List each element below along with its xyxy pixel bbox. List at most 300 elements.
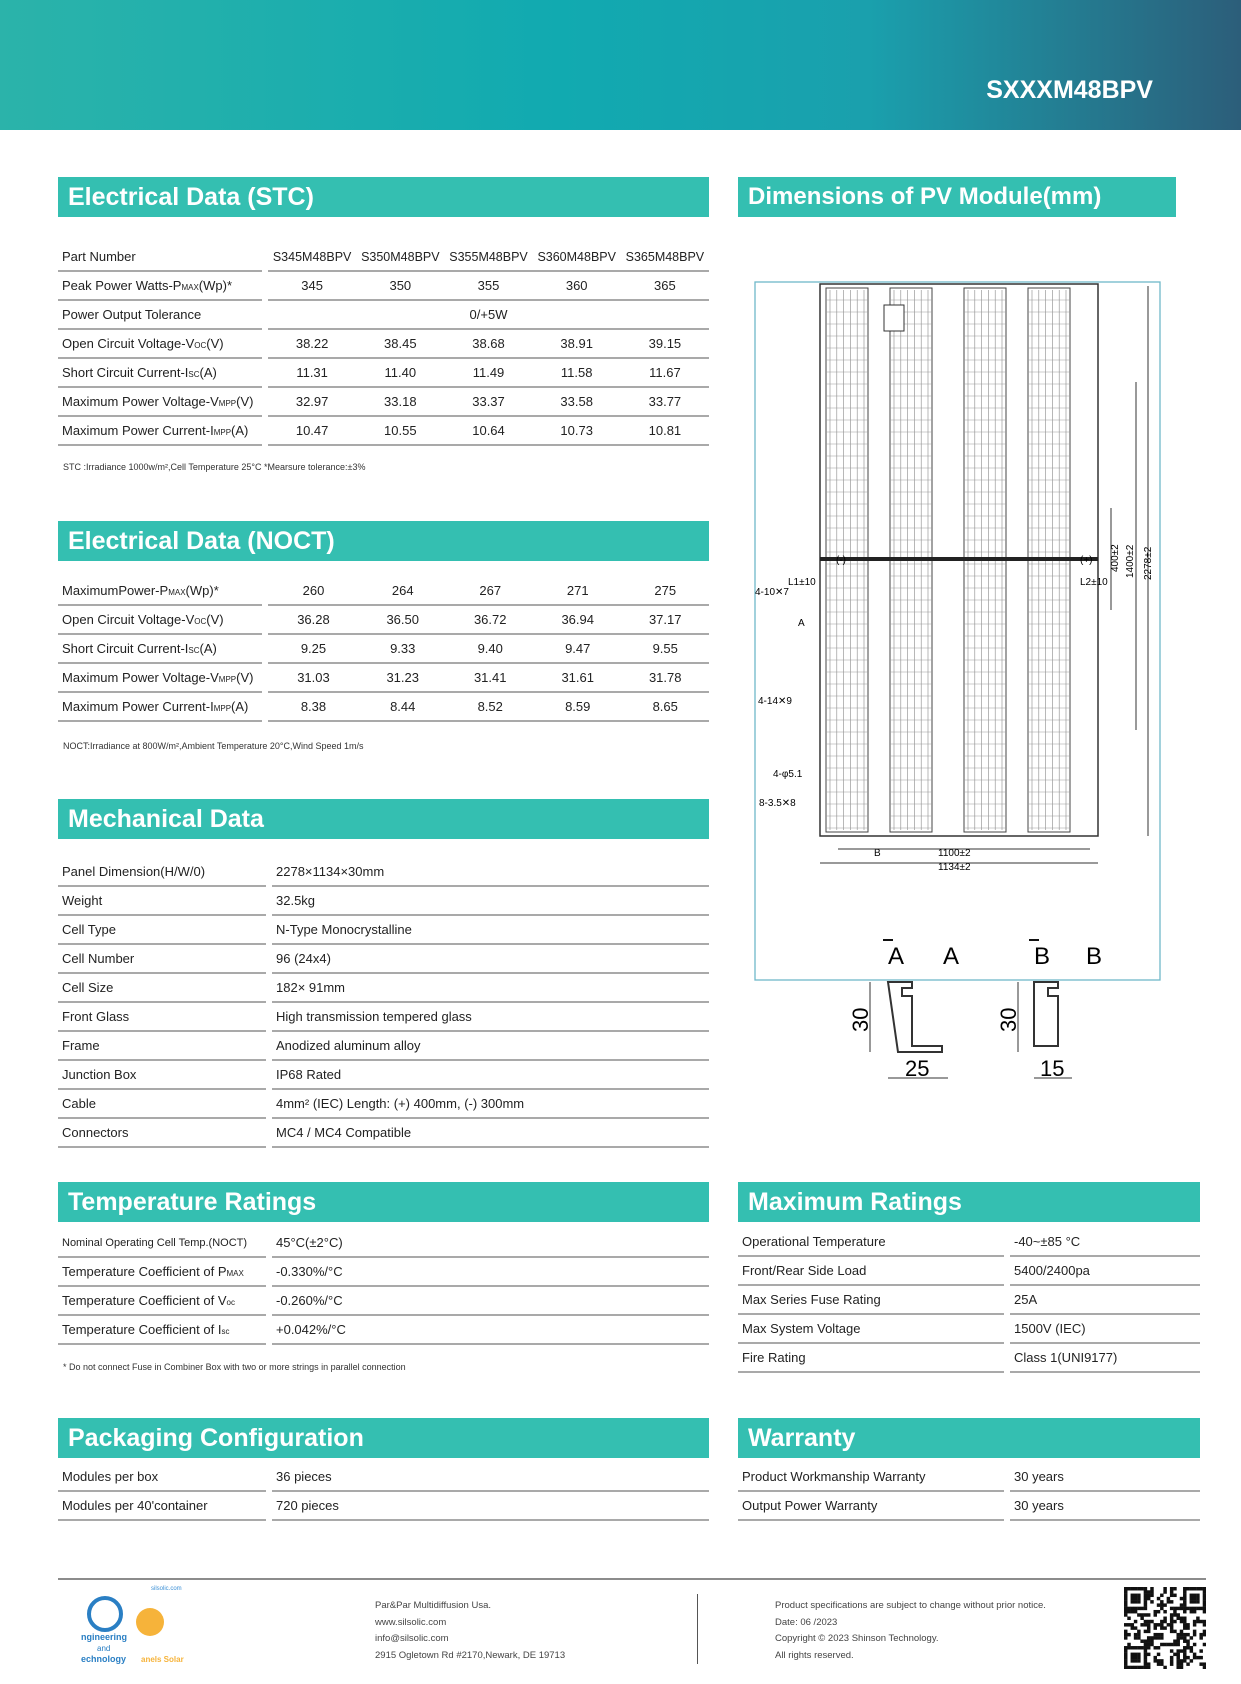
qr-module [1124, 1633, 1127, 1636]
footer-divider [58, 1578, 1206, 1580]
qr-module [1127, 1587, 1130, 1590]
height-label-3: 2278±2 [1143, 546, 1154, 580]
qr-module [1167, 1597, 1170, 1600]
qr-module [1144, 1656, 1147, 1659]
table-row [58, 1286, 709, 1315]
qr-module [1190, 1659, 1193, 1662]
holes-label-3: 4-φ5.1 [773, 769, 803, 780]
table-cell: 11.49 [444, 358, 532, 387]
qr-module [1203, 1597, 1206, 1600]
logo-line1: ngineering [81, 1632, 128, 1642]
qr-module [1186, 1656, 1189, 1659]
qr-module [1150, 1620, 1153, 1623]
qr-module [1170, 1630, 1173, 1633]
row-label: Weight [58, 886, 269, 915]
table-row [58, 300, 709, 329]
qr-module [1193, 1610, 1196, 1613]
qr-module [1176, 1662, 1179, 1665]
row-value: 4mm² (IEC) Length: (+) 400mm, (-) 300mm [269, 1089, 709, 1118]
qr-module [1190, 1636, 1193, 1639]
row-label: Cell Number [58, 944, 269, 973]
stc-table [58, 243, 709, 446]
row-label: Front Glass [58, 1002, 269, 1031]
table-row [58, 416, 709, 445]
qr-module [1140, 1617, 1143, 1620]
qr-module [1193, 1597, 1196, 1600]
table-row [58, 387, 709, 416]
qr-module [1140, 1666, 1143, 1669]
qr-module [1160, 1636, 1163, 1639]
table-row [58, 1118, 709, 1147]
table-row [58, 1229, 709, 1257]
row-label: Nominal Operating Cell Temp.(NOCT) [58, 1229, 269, 1257]
voc-label: Open Circuit Voltage-VOC(V) [58, 605, 265, 634]
qr-module [1137, 1597, 1140, 1600]
qr-module [1170, 1659, 1173, 1662]
model-name: SXXXM48BPV [986, 76, 1153, 104]
row-label: Operational Temperature [738, 1228, 1007, 1256]
table-cell: 9.47 [534, 634, 622, 663]
qr-module [1124, 1646, 1127, 1649]
qr-module [1124, 1603, 1127, 1606]
profile-b-name: B [1086, 943, 1103, 970]
qr-module [1173, 1613, 1176, 1616]
logo-line2: and [97, 1644, 111, 1653]
qr-module [1176, 1617, 1179, 1620]
qr-module [1134, 1610, 1137, 1613]
qr-module [1160, 1662, 1163, 1665]
qr-module [1176, 1607, 1179, 1610]
qr-module [1147, 1623, 1150, 1626]
qr-module [1180, 1636, 1183, 1639]
table-cell: 365 [621, 271, 709, 300]
temperature-table [58, 1229, 709, 1345]
qr-module [1144, 1630, 1147, 1633]
qr-module [1124, 1610, 1127, 1613]
qr-module [1203, 1600, 1206, 1603]
qr-module [1163, 1666, 1166, 1669]
qr-module [1203, 1643, 1206, 1646]
table-cell: 9.25 [265, 634, 359, 663]
qr-module [1180, 1607, 1183, 1610]
footer-separator [697, 1594, 698, 1664]
qr-module [1170, 1620, 1173, 1623]
qr-module [1134, 1633, 1137, 1636]
isc-label: Short Circuit Current-ISC(A) [58, 358, 265, 387]
qr-module [1190, 1587, 1193, 1590]
table-cell: 8.44 [359, 692, 447, 721]
row-label: Max System Voltage [738, 1314, 1007, 1343]
qr-module [1147, 1662, 1150, 1665]
qr-module [1183, 1607, 1186, 1610]
qr-module [1193, 1623, 1196, 1626]
qr-module [1154, 1623, 1157, 1626]
voc-label: Open Circuit Voltage-VOC(V) [58, 329, 265, 358]
qr-module [1134, 1656, 1137, 1659]
table-cell: 10.64 [444, 416, 532, 445]
qr-module [1150, 1594, 1153, 1597]
qr-module [1193, 1594, 1196, 1597]
table-row [58, 1031, 709, 1060]
qr-module [1180, 1620, 1183, 1623]
qr-module [1147, 1653, 1150, 1656]
qr-module [1137, 1636, 1140, 1639]
part-number: S365M48BPV [621, 243, 709, 271]
qr-module [1124, 1613, 1127, 1616]
qr-module [1176, 1653, 1179, 1656]
holes-label-1: 4-10✕7 [755, 587, 789, 598]
dimensions-section-title: Dimensions of PV Module(mm) [738, 177, 1176, 217]
table-cell: 33.18 [356, 387, 444, 416]
table-row [58, 1002, 709, 1031]
qr-module [1147, 1594, 1150, 1597]
table-cell: 33.77 [621, 387, 709, 416]
qr-module [1134, 1659, 1137, 1662]
qr-module [1147, 1666, 1150, 1669]
qr-module [1124, 1636, 1127, 1639]
qr-module [1193, 1620, 1196, 1623]
qr-module [1199, 1620, 1202, 1623]
qr-module [1137, 1587, 1140, 1590]
qr-module [1144, 1590, 1147, 1593]
qr-module [1134, 1597, 1137, 1600]
qr-module [1140, 1587, 1143, 1590]
row-value: IP68 Rated [269, 1060, 709, 1089]
qr-module [1196, 1597, 1199, 1600]
qr-module [1147, 1620, 1150, 1623]
qr-module [1131, 1607, 1134, 1610]
qr-module [1199, 1656, 1202, 1659]
table-cell: 36.72 [446, 605, 534, 634]
holes-label-4: 8-3.5✕8 [759, 798, 796, 809]
qr-module [1163, 1587, 1166, 1590]
table-row [58, 358, 709, 387]
profile-a-shape [888, 982, 942, 1052]
qr-module [1134, 1666, 1137, 1669]
table-row [58, 944, 709, 973]
qr-module [1170, 1590, 1173, 1593]
qr-module [1186, 1646, 1189, 1649]
qr-module [1196, 1620, 1199, 1623]
table-cell: 9.33 [359, 634, 447, 663]
table-cell: 11.40 [356, 358, 444, 387]
qr-module [1124, 1656, 1127, 1659]
table-cell: 36.94 [534, 605, 622, 634]
row-value: 96 (24x4) [269, 944, 709, 973]
qr-module [1180, 1630, 1183, 1633]
qr-module [1157, 1659, 1160, 1662]
qr-module [1131, 1594, 1134, 1597]
logo-line4: anels Solar [141, 1655, 184, 1664]
qr-module [1163, 1590, 1166, 1593]
qr-module [1147, 1613, 1150, 1616]
row-label: Connectors [58, 1118, 269, 1147]
qr-module [1186, 1662, 1189, 1665]
qr-module [1154, 1636, 1157, 1639]
qr-module [1144, 1639, 1147, 1642]
qr-module [1124, 1594, 1127, 1597]
qr-module [1183, 1623, 1186, 1626]
table-row [58, 605, 709, 634]
qr-module [1203, 1633, 1206, 1636]
table-cell: 33.58 [533, 387, 621, 416]
qr-module [1186, 1623, 1189, 1626]
width-label-1: 1100±2 [938, 848, 971, 859]
qr-module [1183, 1633, 1186, 1636]
qr-module [1193, 1630, 1196, 1633]
qr-module [1147, 1626, 1150, 1629]
qr-module [1147, 1597, 1150, 1600]
qr-module [1147, 1639, 1150, 1642]
table-cell: 345 [265, 271, 356, 300]
qr-module [1140, 1639, 1143, 1642]
qr-module [1160, 1643, 1163, 1646]
company-website[interactable]: www.silsolic.com [375, 1616, 447, 1628]
table-cell: 11.31 [265, 358, 356, 387]
qr-module [1131, 1610, 1134, 1613]
qr-module [1127, 1623, 1130, 1626]
row-value: 2278×1134×30mm [269, 858, 709, 886]
qr-module [1137, 1646, 1140, 1649]
table-row [738, 1285, 1200, 1314]
table-row [58, 973, 709, 1002]
part-number: S360M48BPV [533, 243, 621, 271]
qr-module [1131, 1666, 1134, 1669]
qr-module [1127, 1646, 1130, 1649]
width-label-2: 1134±2 [938, 862, 971, 873]
table-cell: 32.97 [265, 387, 356, 416]
qr-module [1154, 1626, 1157, 1629]
qr-module [1183, 1649, 1186, 1652]
qr-module [1131, 1587, 1134, 1590]
table-cell: 38.68 [444, 329, 532, 358]
qr-module [1176, 1643, 1179, 1646]
row-label: Frame [58, 1031, 269, 1060]
qr-module [1150, 1639, 1153, 1642]
qr-module [1160, 1594, 1163, 1597]
table-cell: 260 [265, 577, 359, 605]
maximum-table [738, 1228, 1200, 1373]
table-row [58, 329, 709, 358]
qr-module [1183, 1617, 1186, 1620]
qr-module [1140, 1646, 1143, 1649]
profile-a-title: A [888, 943, 905, 970]
qr-module [1131, 1600, 1134, 1603]
l2-label: L2±10 [1080, 577, 1108, 588]
qr-module [1196, 1587, 1199, 1590]
part-number: S345M48BPV [265, 243, 356, 271]
profile-a-height: 30 [848, 1007, 873, 1032]
qr-module [1131, 1659, 1134, 1662]
qr-module [1203, 1630, 1206, 1633]
drawing-frame [755, 282, 1160, 980]
qr-module [1167, 1623, 1170, 1626]
qr-module [1124, 1662, 1127, 1665]
qr-module [1176, 1656, 1179, 1659]
profile-a-name: A [943, 943, 960, 970]
table-cell: 33.37 [444, 387, 532, 416]
qr-module [1183, 1653, 1186, 1656]
qr-module [1176, 1649, 1179, 1652]
qr-module [1180, 1666, 1183, 1669]
holes-label-2: 4-14✕9 [758, 696, 792, 707]
qr-module [1160, 1659, 1163, 1662]
qr-module [1180, 1597, 1183, 1600]
table-row [58, 915, 709, 944]
qr-module [1186, 1643, 1189, 1646]
warranty-table [738, 1463, 1200, 1521]
qr-module [1127, 1610, 1130, 1613]
row-value: 1500V (IEC) [1007, 1314, 1200, 1343]
qr-module [1157, 1597, 1160, 1600]
qr-module [1183, 1639, 1186, 1642]
table-row [58, 663, 709, 692]
isc-label: Short Circuit Current-ISC(A) [58, 634, 265, 663]
qr-module [1154, 1659, 1157, 1662]
stc-section-title: Electrical Data (STC) [58, 177, 709, 217]
qr-module [1140, 1623, 1143, 1626]
qr-module [1137, 1613, 1140, 1616]
qr-module [1137, 1633, 1140, 1636]
qr-module [1124, 1623, 1127, 1626]
qr-module [1203, 1590, 1206, 1593]
qr-module [1170, 1617, 1173, 1620]
qr-module [1180, 1662, 1183, 1665]
table-row [738, 1228, 1200, 1256]
qr-module [1190, 1646, 1193, 1649]
qr-module [1137, 1666, 1140, 1669]
qr-module [1134, 1620, 1137, 1623]
warranty-section-title: Warranty [738, 1418, 1200, 1458]
row-value: +0.042%/°C [269, 1315, 709, 1344]
qr-module [1196, 1617, 1199, 1620]
table-row [738, 1314, 1200, 1343]
company-contact [375, 1598, 565, 1664]
qr-module [1124, 1666, 1127, 1669]
table-cell: 31.03 [265, 663, 359, 692]
qr-module [1147, 1643, 1150, 1646]
qr-module [1131, 1623, 1134, 1626]
table-row [58, 692, 709, 721]
qr-module [1137, 1659, 1140, 1662]
noct-table [58, 577, 709, 722]
qr-module [1131, 1646, 1134, 1649]
qr-module [1124, 1649, 1127, 1652]
qr-module [1137, 1607, 1140, 1610]
qr-module [1137, 1630, 1140, 1633]
qr-module [1190, 1607, 1193, 1610]
qr-module [1186, 1587, 1189, 1590]
qr-code-icon [1124, 1587, 1206, 1669]
qr-module [1186, 1639, 1189, 1642]
qr-module [1170, 1600, 1173, 1603]
qr-module [1173, 1587, 1176, 1590]
qr-module [1127, 1643, 1130, 1646]
qr-module [1203, 1666, 1206, 1669]
table-cell: 37.17 [621, 605, 709, 634]
row-value: 5400/2400pa [1007, 1256, 1200, 1285]
notice-date: Date: 06 /2023 [775, 1616, 838, 1628]
qr-module [1131, 1656, 1134, 1659]
row-value: -40~±85 °C [1007, 1228, 1200, 1256]
qr-module [1173, 1639, 1176, 1642]
qr-module [1127, 1617, 1130, 1620]
logo-line3: echnology [81, 1654, 127, 1664]
table-cell: 275 [621, 577, 709, 605]
tolerance-value: 0/+5W [265, 300, 709, 329]
qr-module [1190, 1649, 1193, 1652]
qr-module [1134, 1607, 1137, 1610]
qr-module [1124, 1587, 1127, 1590]
qr-module [1134, 1646, 1137, 1649]
table-cell: 36.28 [265, 605, 359, 634]
l1-label: L1±10 [788, 577, 816, 588]
table-row [58, 634, 709, 663]
height-label-1: 400±2 [1110, 544, 1121, 572]
qr-module [1186, 1626, 1189, 1629]
qr-module [1157, 1610, 1160, 1613]
qr-module [1190, 1594, 1193, 1597]
qr-module [1150, 1600, 1153, 1603]
qr-module [1176, 1659, 1179, 1662]
table-cell: 31.61 [534, 663, 622, 692]
qr-module [1140, 1607, 1143, 1610]
qr-module [1193, 1607, 1196, 1610]
qr-module [1196, 1607, 1199, 1610]
qr-module [1173, 1594, 1176, 1597]
qr-module [1170, 1662, 1173, 1665]
impp-label: Maximum Power Current-IMPP(A) [58, 416, 265, 445]
table-cell: 350 [356, 271, 444, 300]
qr-module [1160, 1620, 1163, 1623]
table-row [58, 577, 709, 605]
table-row [58, 1463, 709, 1491]
qr-module [1134, 1636, 1137, 1639]
qr-module [1154, 1613, 1157, 1616]
qr-module [1134, 1653, 1137, 1656]
qr-module [1124, 1597, 1127, 1600]
table-cell: 36.50 [359, 605, 447, 634]
qr-module [1183, 1594, 1186, 1597]
qr-module [1144, 1587, 1147, 1590]
part-number-label: Part Number [58, 243, 265, 271]
qr-module [1140, 1613, 1143, 1616]
row-value: 30 years [1007, 1491, 1200, 1520]
qr-module [1183, 1626, 1186, 1629]
company-email[interactable]: info@silsolic.com [375, 1633, 449, 1644]
qr-module [1193, 1600, 1196, 1603]
qr-module [1127, 1633, 1130, 1636]
table-cell: 360 [533, 271, 621, 300]
mechanical-section-title: Mechanical Data [58, 799, 709, 839]
noct-note: NOCT:Irradiance at 800W/m²,Ambient Temperature 20°C,Wind Speed 1m/s [63, 741, 364, 751]
qr-module [1167, 1600, 1170, 1603]
qr-module [1203, 1620, 1206, 1623]
qr-module [1157, 1603, 1160, 1606]
qr-module [1124, 1590, 1127, 1593]
qr-module [1160, 1633, 1163, 1636]
table-row [738, 1463, 1200, 1491]
qr-module [1170, 1656, 1173, 1659]
qr-module [1196, 1600, 1199, 1603]
table-cell: 10.47 [265, 416, 356, 445]
table-cell: 10.55 [356, 416, 444, 445]
row-label: Cell Type [58, 915, 269, 944]
qr-module [1160, 1626, 1163, 1629]
table-cell: 8.59 [534, 692, 622, 721]
logo-e-circle [89, 1598, 121, 1630]
qr-module [1180, 1633, 1183, 1636]
